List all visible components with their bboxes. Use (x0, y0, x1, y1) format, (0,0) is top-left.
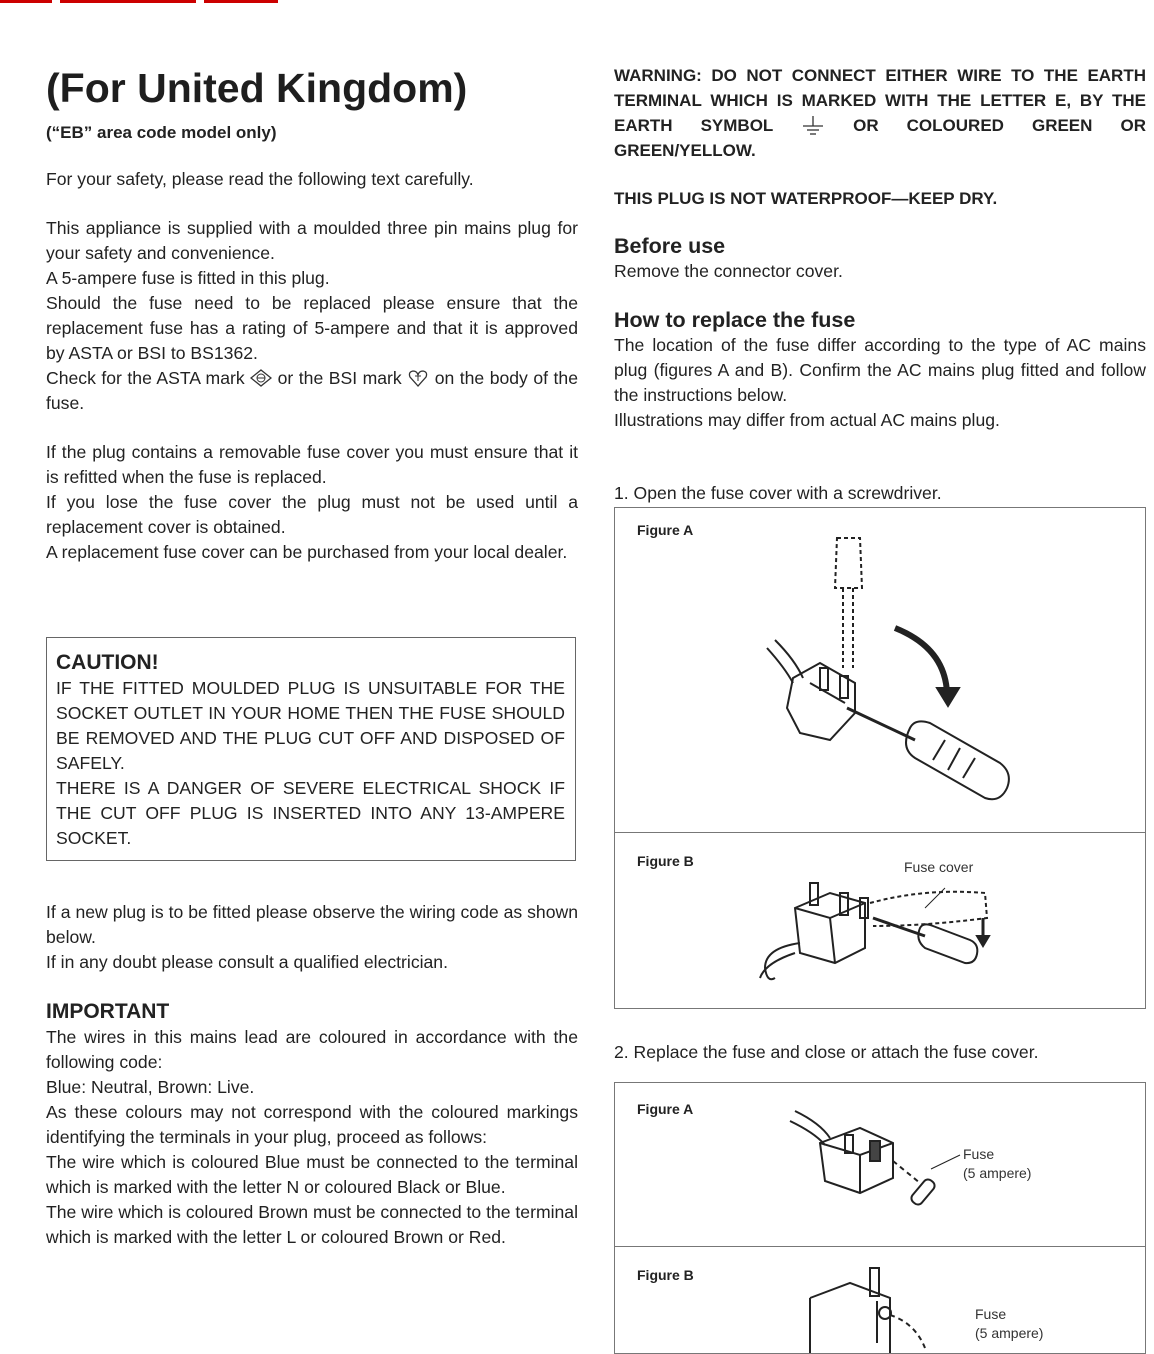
fuse-label: Fuse (963, 1146, 995, 1162)
warning-text-b: OR COLOURED GREEN OR GREEN/YELLOW. (614, 116, 1146, 160)
fuse-cover-line: If the plug contains a removable fuse cover you must ensure that it is refitted when the fuse is replaced. (46, 442, 578, 487)
earth-symbol-icon (801, 115, 825, 135)
page-subtitle: (“EB” area code model only) (46, 123, 277, 142)
important-line: As these colours may not correspond with the coloured markings identifying the terminals in your plug, proceed as follows: (46, 1102, 578, 1147)
waterproof-warning: THIS PLUG IS NOT WATERPROOF—KEEP DRY. (614, 189, 998, 208)
important-line: The wires in this mains lead are coloured in accordance with the following code: (46, 1027, 578, 1072)
fuse-mark-line (46, 366, 578, 416)
fuse-cover-line: A replacement fuse cover can be purchased from your local dealer. (46, 542, 568, 562)
replace-fuse-title: How to replace the fuse (614, 308, 856, 332)
bsi-mark-icon (407, 369, 429, 387)
left-column-lower (46, 900, 578, 1250)
important-line: Blue: Neutral, Brown: Live. (46, 1077, 255, 1097)
fuse-info-paragraph (46, 216, 578, 416)
fuse-info-line: This appliance is supplied with a moulded three pin mains plug for your safety and convenience. (46, 218, 578, 263)
step-1-text: 1. Open the fuse cover with a screwdriver. (614, 483, 942, 503)
fuse-cover-line: If you lose the fuse cover the plug must not be used until a replacement cover is obtained. (46, 492, 578, 537)
warning-text-a: WARNING: DO NOT CONNECT EITHER WIRE TO THE EARTH TERMINAL WHICH IS MARKED WITH THE LETTER E, BY THE EARTH SYMBOL (614, 66, 1146, 135)
wiring-line: If a new plug is to be fitted please observe the wiring code as shown below. (46, 902, 578, 947)
fuse-cover-paragraph (46, 440, 578, 565)
replace-fuse-line: Illustrations may differ from actual AC mains plug. (614, 410, 1000, 430)
step-2-text: 2. Replace the fuse and close or attach the fuse cover. (614, 1042, 1039, 1062)
caution-line: THERE IS A DANGER OF SEVERE ELECTRICAL SHOCK IF THE CUT OFF PLUG IS INSERTED INTO ANY 13-AMPERE SOCKET. (56, 778, 565, 848)
fuse-mark-text-a: Check for the ASTA mark (46, 368, 245, 388)
intro-text: For your safety, please read the following text carefully. (46, 169, 474, 189)
fuse-label: Fuse (975, 1306, 1007, 1322)
fuse-cover-callout: Fuse cover (904, 859, 974, 875)
fuse-info-line: A 5-ampere fuse is fitted in this plug. (46, 268, 330, 288)
top-red-segment (204, 0, 278, 3)
replace-fuse-line: The location of the fuse differ according to the type of AC mains plug (figures A and B). Confirm the AC mains plug fitted and follow the instructions below. (614, 335, 1146, 405)
before-use-title: Before use (614, 234, 726, 258)
right-column (614, 63, 1146, 506)
figure-b-label: Figure B (637, 853, 694, 869)
wiring-line: If in any doubt please consult a qualified electrician. (46, 952, 448, 972)
asta-mark-icon (250, 369, 272, 387)
warning-text (614, 63, 1146, 163)
step-1-illustration (615, 508, 1145, 1008)
top-red-segment (60, 0, 196, 3)
caution-line: IF THE FITTED MOULDED PLUG IS UNSUITABLE FOR THE SOCKET OUTLET IN YOUR HOME THEN THE FUSE SHOULD BE REMOVED AND THE PLUG CUT OFF AND DISPOSED OF SAFELY. (56, 678, 565, 773)
step-2-illustration (615, 1083, 1145, 1353)
caution-title: CAUTION! (56, 651, 159, 674)
page-title: (For United Kingdom) (46, 65, 468, 111)
caution-box (46, 637, 576, 861)
fuse-rating: (5 ampere) (963, 1165, 1032, 1181)
fuse-info-line: Should the fuse need to be replaced please ensure that the replacement fuse has a rating of 5-ampere and that it is approved by ASTA or BSI to BS1362. (46, 293, 578, 363)
step-1-figure-box (614, 507, 1146, 1009)
before-use-text: Remove the connector cover. (614, 261, 843, 281)
fuse-rating: (5 ampere) (975, 1325, 1044, 1341)
important-line: The wire which is coloured Blue must be connected to the terminal which is marked with the letter N or coloured Black or Blue. (46, 1152, 578, 1197)
figure-b-label: Figure B (637, 1267, 694, 1283)
fuse-mark-text-b: or the BSI mark (277, 368, 402, 388)
figure-a-label: Figure A (637, 522, 694, 538)
important-line: The wire which is coloured Brown must be connected to the terminal which is marked with the letter L or coloured Brown or Red. (46, 1202, 578, 1247)
step-2-figure-box (614, 1082, 1146, 1354)
top-red-segment (0, 0, 52, 3)
fuse-mark-text-c: on the body of the fuse. (46, 368, 578, 413)
important-title: IMPORTANT (46, 1000, 170, 1023)
left-column (46, 64, 578, 565)
figure-a-label: Figure A (637, 1101, 694, 1117)
